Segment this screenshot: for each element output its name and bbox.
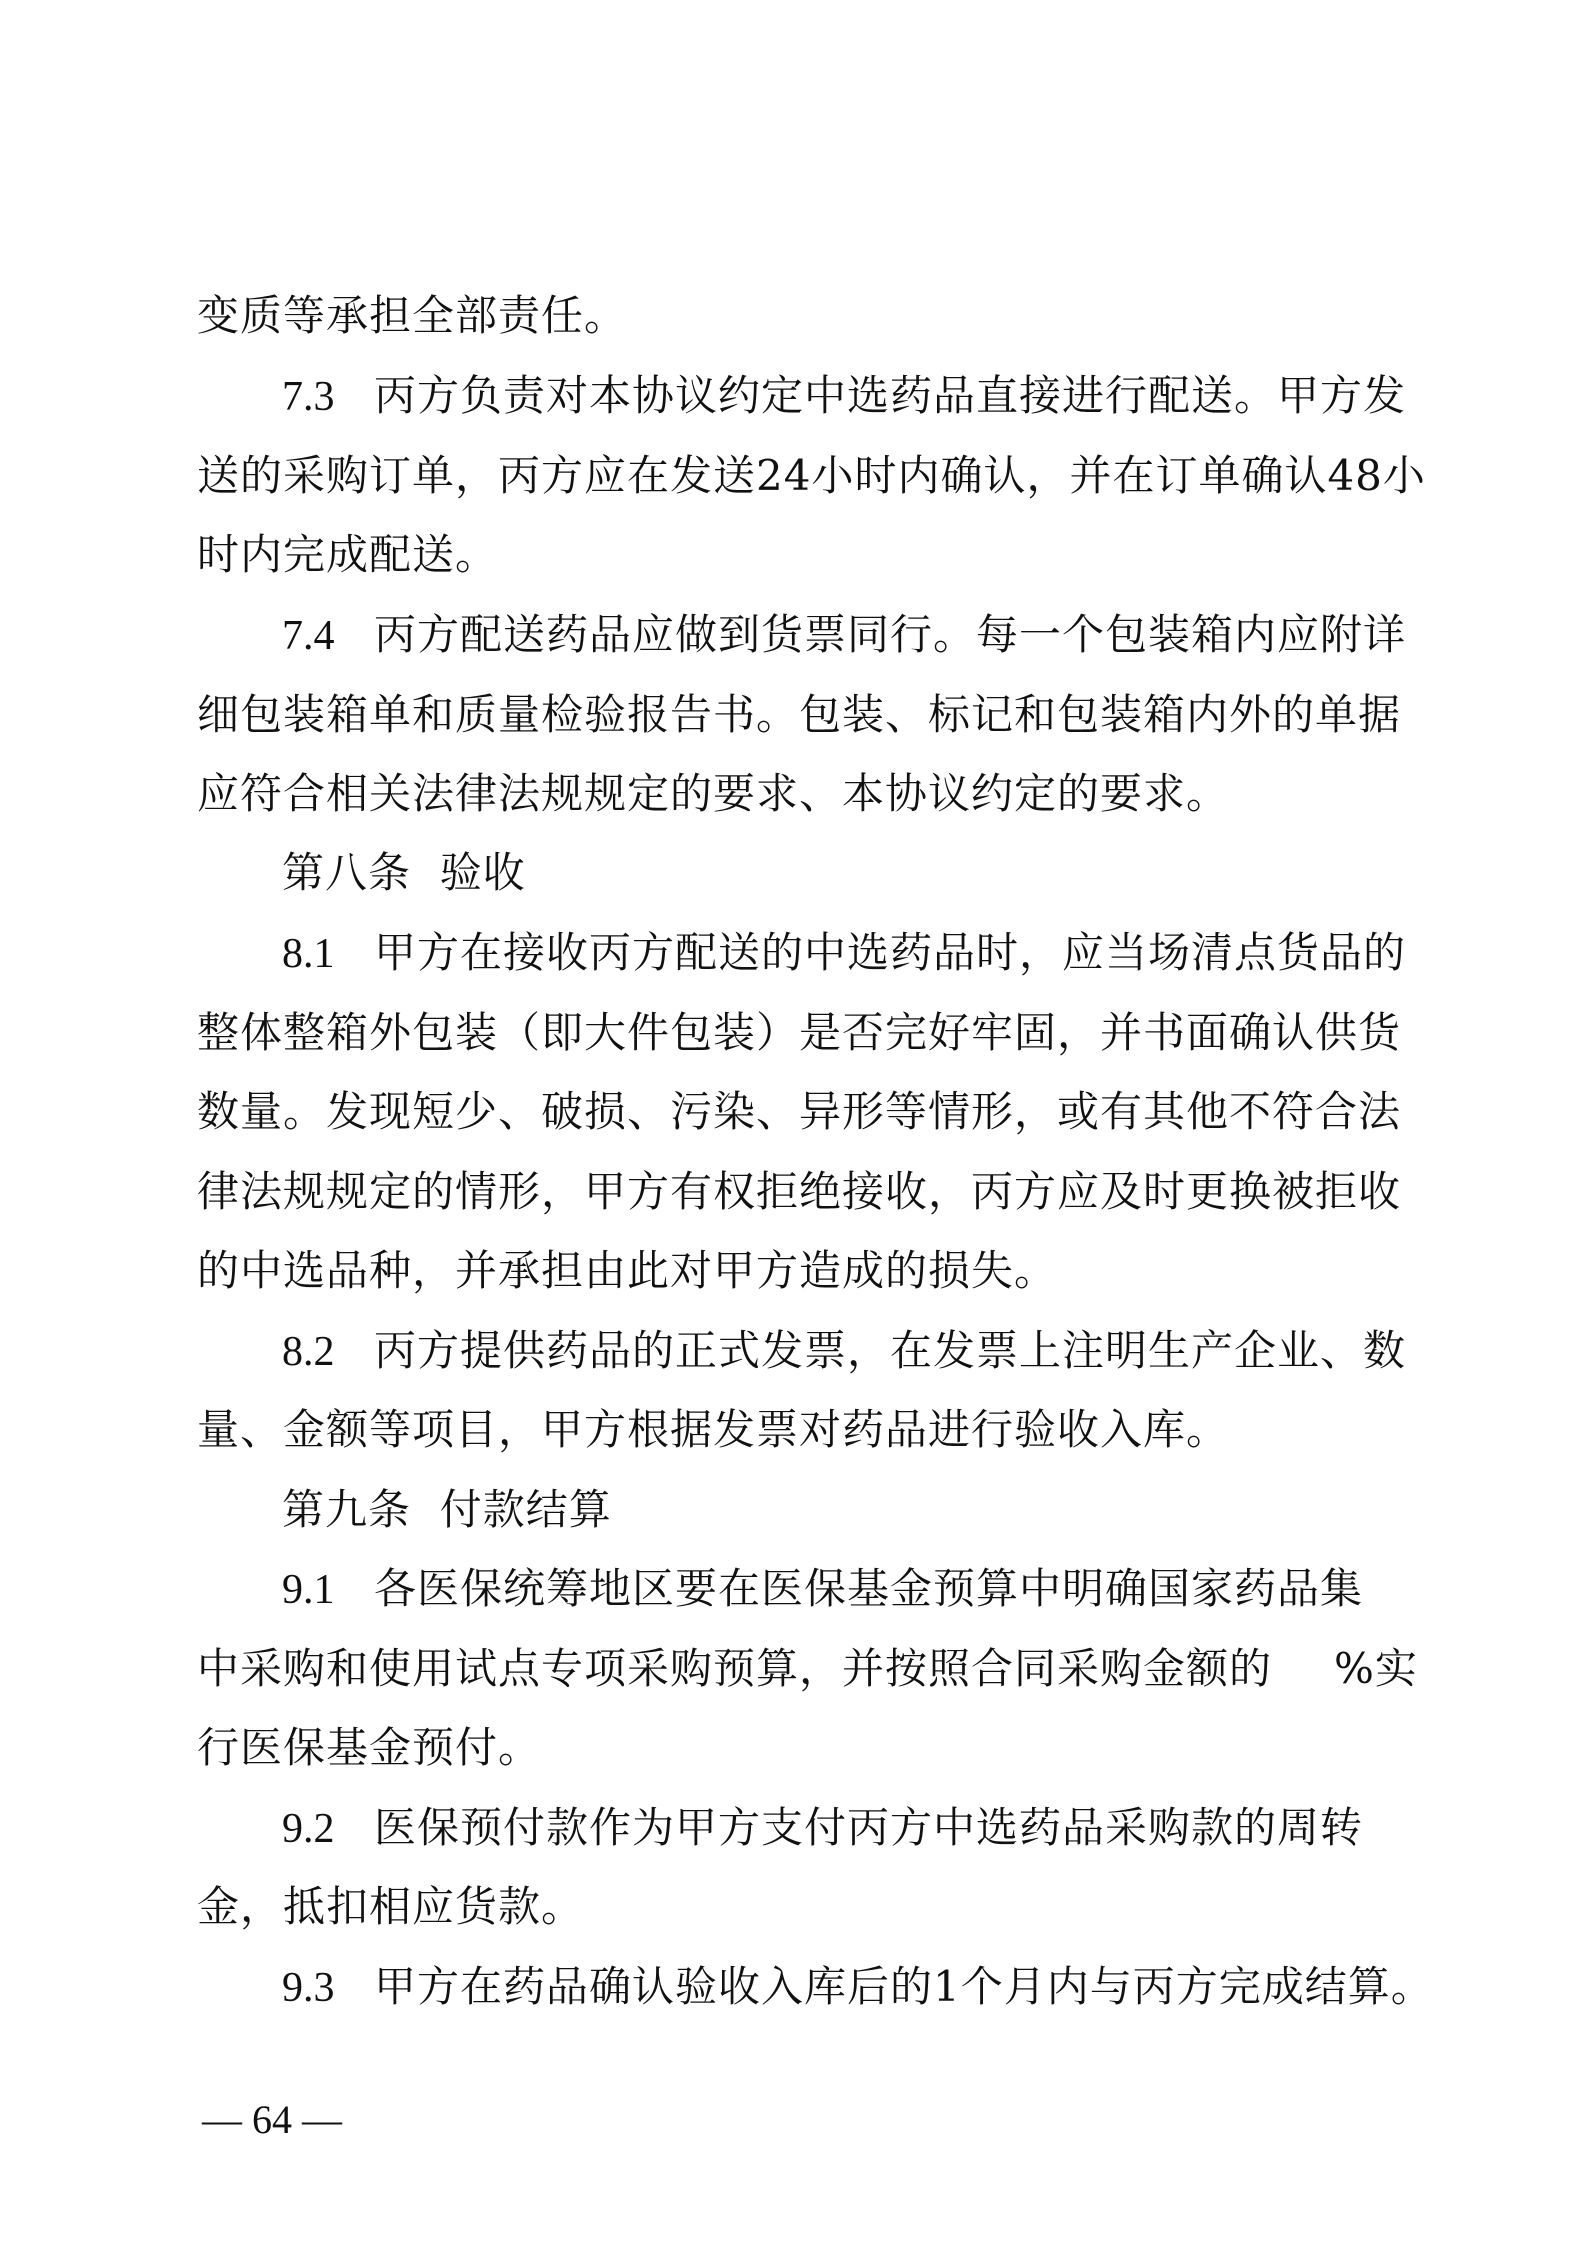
line-text: 丙方负责对本协议约定中选药品直接进行配送。甲方发 (374, 371, 1407, 420)
clause-number: 9.3 (282, 1965, 335, 2011)
line-text: 各医保统筹地区要在医保基金预算中明确国家药品集 (374, 1564, 1364, 1613)
article-8-heading (282, 833, 1482, 913)
text-line (197, 515, 1397, 595)
article-9-heading (282, 1470, 1482, 1550)
text-line (197, 1390, 1397, 1470)
line-text: 变质等承担全部责任。 (197, 291, 628, 340)
clause-number: 7.4 (282, 613, 335, 659)
clause-number: 7.3 (282, 374, 335, 420)
page-number: — 64 — (202, 2097, 342, 2142)
text-line (197, 754, 1397, 834)
clause-9-1 (282, 1549, 1482, 1629)
article-heading: 第八条 验收 (282, 848, 526, 897)
clause-8-2 (282, 1311, 1482, 1391)
text-line (197, 276, 1397, 356)
line-text: 行医保基金预付。 (197, 1723, 542, 1772)
line-text: 细包装箱单和质量检验报告书。包装、标记和包装箱内外的单据 (197, 690, 1402, 739)
clause-9-3 (282, 1947, 1482, 2027)
line-text: 数量。发现短少、破损、污染、异形等情形，或有其他不符合法 (197, 1087, 1402, 1136)
text-line (197, 436, 1426, 516)
line-text: 律法规规定的情形，甲方有权拒绝接收，丙方应及时更换被拒收 (197, 1167, 1402, 1216)
line-text: 丙方配送药品应做到货票同行。每一个包装箱内应附详 (374, 610, 1407, 659)
line-text: 甲方在接收丙方配送的中选药品时，应当场清点货品的 (374, 928, 1407, 977)
line-text: 甲方在药品确认验收入库后的1个月内与丙方完成结算。 (374, 1962, 1434, 2011)
line-text: 医保预付款作为甲方支付丙方中选药品采购款的周转 (374, 1803, 1364, 1852)
clause-number: 8.2 (282, 1329, 335, 1375)
line-text: 应符合相关法律法规规定的要求、本协议约定的要求。 (197, 769, 1230, 818)
line-text: 金，抵扣相应货款。 (197, 1882, 585, 1931)
line-text: 时内完成配送。 (197, 530, 499, 579)
line-text: 送的采购订单，丙方应在发送24小时内确认，并在订单确认48小 (197, 451, 1426, 500)
clause-7-3 (282, 356, 1482, 436)
clause-9-2 (282, 1788, 1482, 1868)
line-text: 丙方提供药品的正式发票，在发票上注明生产企业、数 (374, 1326, 1407, 1375)
text-line (197, 1231, 1397, 1311)
article-heading: 第九条 付款结算 (282, 1485, 612, 1534)
text-line (197, 1152, 1402, 1232)
clause-number: 9.2 (282, 1806, 335, 1852)
line-text: 量、金额等项目，甲方根据发票对药品进行验收入库。 (197, 1405, 1230, 1454)
line-text: 整体整箱外包装（即大件包装）是否完好牢固，并书面确认供货 (197, 1008, 1402, 1057)
text-line (197, 993, 1402, 1073)
text-line (197, 1708, 1397, 1788)
clause-number: 9.1 (282, 1567, 335, 1613)
clause-8-1 (282, 913, 1482, 993)
text-line (197, 1629, 1418, 1709)
text-line (197, 1072, 1402, 1152)
clause-number: 8.1 (282, 931, 335, 977)
line-text: 中采购和使用试点专项采购预算，并按照合同采购金额的 (197, 1644, 1273, 1693)
line-tail: %实 (1334, 1644, 1418, 1693)
text-line (197, 675, 1402, 755)
text-line (197, 1867, 1397, 1947)
clause-7-4 (282, 595, 1482, 675)
line-text: 的中选品种，并承担由此对甲方造成的损失。 (197, 1246, 1058, 1295)
